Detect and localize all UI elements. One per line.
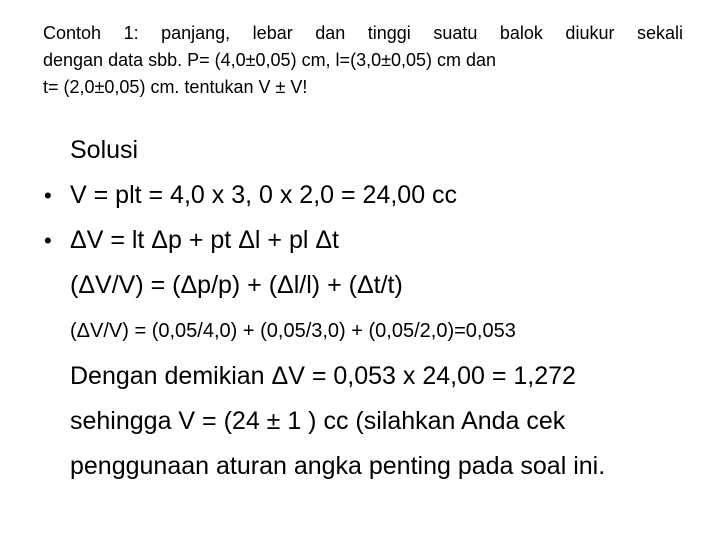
result-row-1	[44, 354, 704, 399]
result-line-2: sehingga V = (24 ± 1 ) cc (silahkan Anda cek	[70, 407, 566, 435]
volume-row	[44, 173, 704, 218]
problem-statement	[43, 20, 683, 101]
problem-line-1: Contoh 1: panjang, lebar dan tinggi suatu balok diukur sekali	[43, 23, 683, 43]
solution-heading-row	[44, 128, 704, 173]
problem-line-3: t= (2,0±0,05) cm. tentukan V ± V!	[43, 77, 308, 97]
delta-v-equation: ΔV = lt Δp + pt Δl + pl Δt	[70, 226, 339, 254]
volume-equation: V = plt = 4,0 x 3, 0 x 2,0 = 24,00 cc	[70, 181, 458, 209]
delta-v-row	[44, 218, 704, 263]
bullet-icon: •	[44, 228, 52, 253]
result-row-2	[44, 399, 704, 444]
relative-values-equation: (ΔV/V) = (0,05/4,0) + (0,05/3,0) + (0,05/2,0)=0,053	[70, 320, 516, 342]
result-line-3: penggunaan aturan angka penting pada soal ini.	[70, 452, 606, 480]
relative-row	[44, 263, 704, 308]
relative-values-row	[44, 308, 704, 354]
result-line-1: Dengan demikian ΔV = 0,053 x 24,00 = 1,272	[70, 362, 576, 390]
relative-equation: (ΔV/V) = (Δp/p) + (Δl/l) + (Δt/t)	[70, 271, 403, 299]
result-row-3	[44, 444, 704, 489]
solution-block	[44, 128, 704, 489]
bullet-icon: •	[44, 183, 52, 208]
problem-line-2: dengan data sbb. P= (4,0±0,05) cm, l=(3,0±0,05) cm dan	[43, 50, 497, 70]
solution-heading: Solusi	[70, 136, 139, 164]
